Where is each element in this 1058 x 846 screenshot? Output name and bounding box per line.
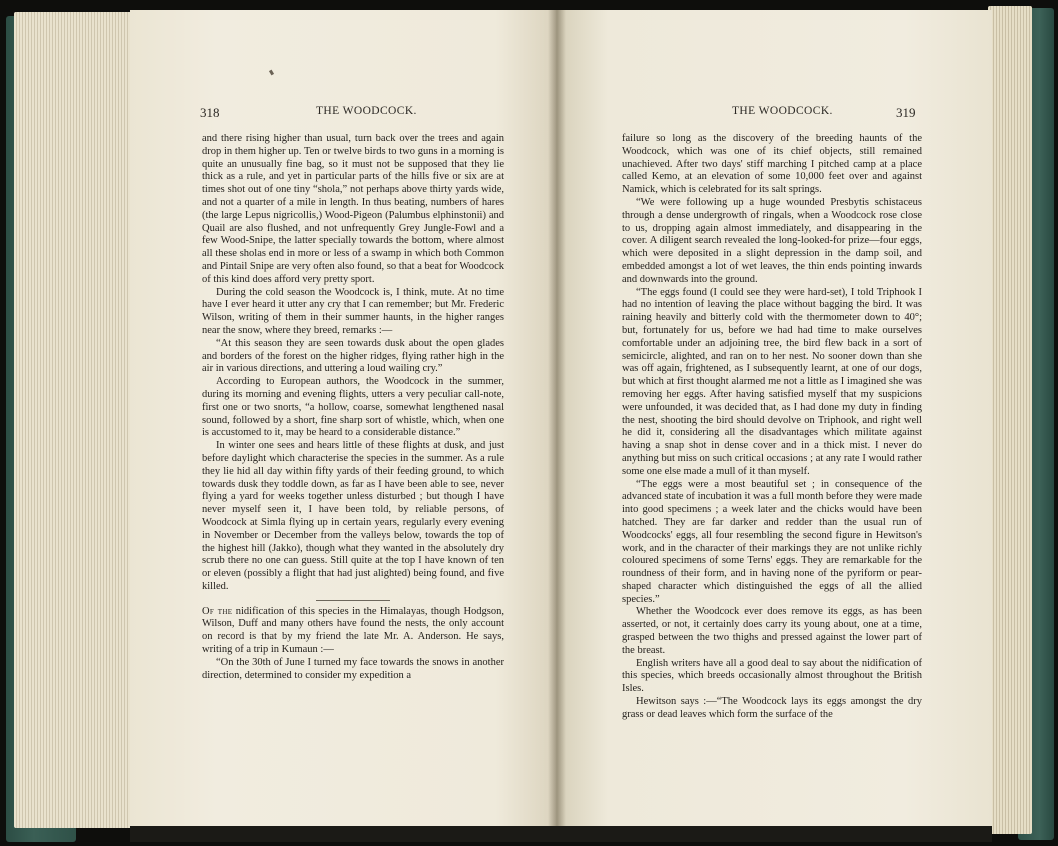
section-paragraph: Of the nidification of this species in the Himalayas, though Hodgson, Wilson, Duff and many others have found the nests, the only account on record is that by my friend the late Mr. A. Anderson. He says, writing of a trip in Kumaun :— — [202, 605, 504, 656]
right-page-edges — [988, 6, 1032, 834]
section-divider — [316, 600, 390, 601]
right-running-head: THE WOODCOCK. — [732, 105, 833, 117]
quote-paragraph: “The eggs found (I could see they were hard-set), I told Triphook I had no intention of leaving the place without bagging the bird. It was raining heavily and bitterly cold with the thermometer down to 40°; but, fortunately for us, before we had had time to make ourselves comfortable under an adjoining tree, the bird flew back in a sort of semicircle, alighted, and ran on to her nest. No sooner down than she was off again, frightened, as I subsequently learnt, at one of our dogs, but which at first thought alarmed me not a little as I imagined she was removing her eggs. After having satisfied myself that my suspicions were unfounded, it was decided that, as I had done my duty in finding the nest, shooting the bird should devolve on Triphook, and right well he did it, considering all the disadvantages which militate against having a snap shot in dense cover and in a thick mist. I never do anything but miss on such critical occasions ; at any rate I would rather some one else made a mull of it than myself. — [622, 286, 922, 477]
quote-paragraph: “At this season they are seen towards dusk about the open glades and borders of the forest on the higher ridges, flying rather high in the air in various directions, and uttering a loud wailing cry.” — [202, 337, 504, 375]
paragraph: and there rising higher than usual, turn back over the trees and again drop in them higher up. Ten or twelve birds to two guns in a morning is quite an unusually fine bag, so it must not be supposed that they lie thick as a rule, and yet in particular parts of the hills five or six are at times shot out of one tiny “shola,” not perhaps above thirty yards wide, and not a quarter of a mile in length. In thus beating, numbers of hares (the large Lepus nigricollis,) Wood-Pigeon (Palumbus elphinstonii) and Quail are also flushed, and not unfrequently Grey Jungle-Fowl and a few Wood-Snipe, the latter specially towards the bottom, where almost all these sholas end in more or less of a swamp in which both Common and Pintail Snipe are very often also found, so that a beat for Woodcock of this kind does afford very pretty sport. — [202, 133, 504, 285]
stray-mark — [269, 70, 274, 76]
book-gutter — [548, 10, 566, 826]
paragraph: Whether the Woodcock ever does remove its eggs, as has been asserted, or not, it certainly does carry its young about, one at a time, grasped between the two thighs and pressed against the lower part of the breast. — [622, 606, 922, 656]
left-page-number: 318 — [200, 105, 220, 120]
paragraph: Hewitson says :—“The Woodcock lays its eggs amongst the dry grass or dead leaves which form the surface of the — [622, 696, 922, 720]
left-running-head: THE WOODCOCK. — [316, 105, 417, 117]
paragraph: failure so long as the discovery of the breeding haunts of the Woodcock, which was one of its chief objects, still remained unachieved. After two days' stiff marching I pitched camp at a place called Kemo, at an elevation of some 10,000 feet over and against Namick, which is celebrated for its salt springs. — [622, 133, 922, 196]
left-page-edges — [14, 12, 136, 828]
quote-paragraph: “We were following up a huge wounded Presbytis schistaceus through a dense undergrowth of ringals, when a Woodcock rose close to us, dropping again almost immediately, and disappearing in the cover. A diligent search revealed the long-looked-for prize—four eggs, which were deposited in a slight depression in the damp soil, and embedded amongst a lot of wet leaves, the thin ends pointing inwards and downwards into the ground. — [622, 196, 922, 285]
scan-bottom-edge — [130, 826, 992, 842]
quote-paragraph: “The eggs were a most beautiful set ; in consequence of the advanced state of incubation it was a full month before they were made into good specimens ; a week later and the chicks would have been hatched. They are far darker and redder than the usual run of Woodcocks' eggs, all four resembling the second figure in Hewitson's work, and in the character of their markings they are not unlike richly coloured specimens of some Terns' eggs. They are remarkable for the roundness of their form, and in having none of the pyriform or pear-shaped character which distinguished the eggs of all the allied species.” — [622, 478, 922, 605]
right-page-number: 319 — [896, 105, 916, 120]
section-lead: Of the — [202, 605, 233, 617]
right-page — [556, 10, 992, 826]
paragraph: According to European authors, the Woodcock in the summer, during its morning and evening flights, utters a very peculiar call-note, first one or two snorts, “a hollow, coarse, somewhat lengthened nasal sound, followed by a short, fine sharp sort of whistle, which, when one is accustomed to it, may be heard to a considerable distance.” — [202, 376, 504, 439]
quote-paragraph: “On the 30th of June I turned my face towards the snows in another direction, determined to consider my expedition a — [202, 656, 504, 681]
right-page-body — [622, 133, 922, 826]
left-page-body — [202, 133, 504, 826]
left-page — [130, 10, 560, 826]
paragraph: In winter one sees and hears little of these flights at dusk, and just before daylight which characterise the species in the summer. As a rule they lie hid all day within fifty yards of their feeding ground, to which towards dusk they toddle down, as far as I have been able to see, never flying a yard for weeks together unless disturbed ; but though I have never myself seen it, I have been told, by reliable persons, of Woodcock at Simla flying up in certain years, regularly every evening in November or December from the valleys below, towards the top of the highest hill (Jakko), though what they wanted in the absolutely dry scrub there no one can guess. Still quite at the top I have known of ten or eleven (possibly a flight that had just alighted) being found, and five killed. — [202, 440, 504, 592]
paragraph: English writers have all a good deal to say about the nidification of this species, which breeds occasionally almost throughout the British Isles. — [622, 657, 922, 695]
paragraph: During the cold season the Woodcock is, I think, mute. At no time have I ever heard it utter any cry that I can remember; but Mr. Frederic Wilson, writing of them in their summer haunts, in the higher ranges near the snow, where they breed, remarks :— — [202, 286, 504, 336]
